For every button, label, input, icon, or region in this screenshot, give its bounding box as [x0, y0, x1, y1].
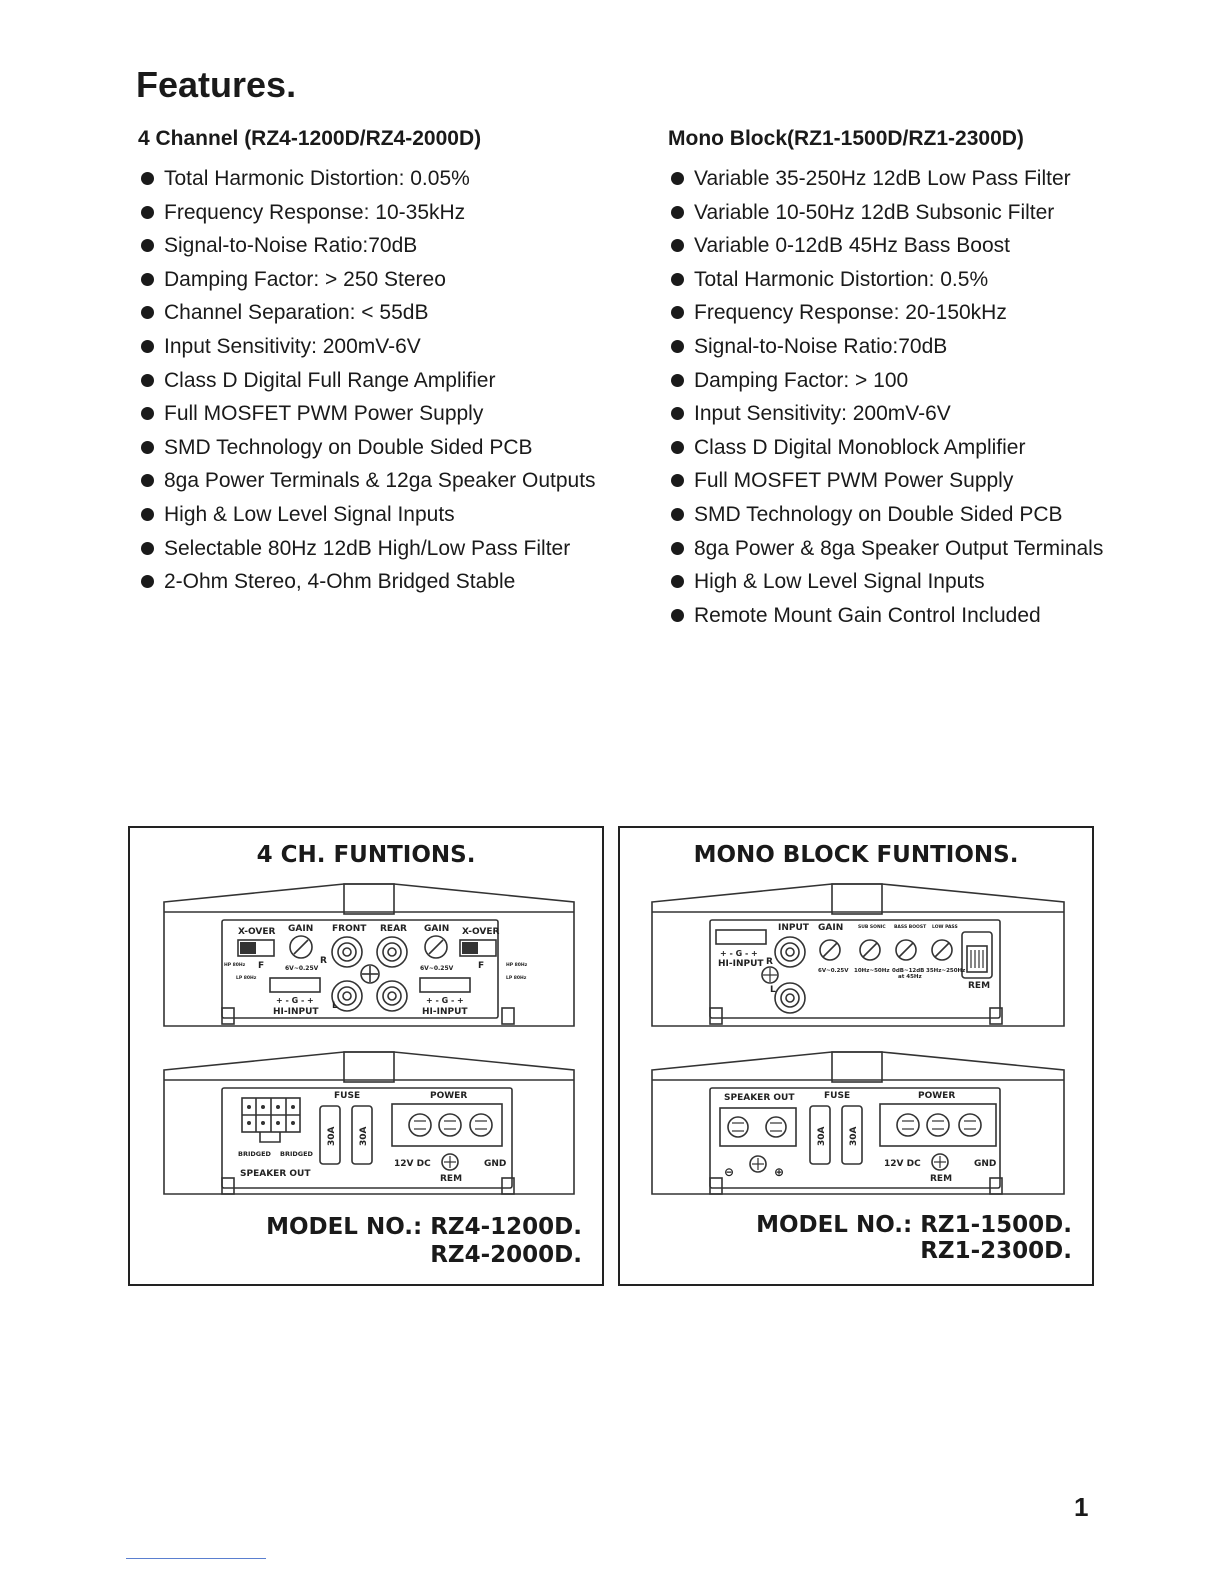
hi-input-right	[420, 978, 470, 992]
diagram-label: BRIDGED	[280, 1150, 313, 1158]
feature-text: Full MOSFET PWM Power Supply	[164, 402, 484, 426]
diagram-label: 12V DC	[884, 1159, 921, 1169]
feature-item	[138, 464, 608, 498]
feature-text: SMD Technology on Double Sided PCB	[694, 502, 1063, 526]
diagram-label: REAR	[380, 924, 407, 934]
feature-text: Variable 35-250Hz 12dB Low Pass Filter	[694, 167, 1071, 190]
features-4ch-heading: 4 Channel (RZ4-1200D/RZ4-2000D)	[138, 127, 482, 150]
model-4ch-line2: RZ4-2000D.	[430, 1242, 582, 1268]
feature-text: Input Sensitivity: 200mV-6V	[694, 402, 951, 426]
diagram-label: L	[332, 1001, 338, 1011]
feature-item	[138, 330, 608, 364]
amp-mono-top-body	[652, 884, 1064, 1026]
feature-text: 8ga Power Terminals & 12ga Speaker Outputs	[164, 469, 596, 493]
bullet-icon	[671, 239, 684, 252]
amp-mono-bottom-body	[652, 1052, 1064, 1194]
feature-text: 2-Ohm Stereo, 4-Ohm Bridged Stable	[164, 570, 516, 594]
rca-mono-r	[775, 937, 805, 967]
bullet-icon	[671, 340, 684, 353]
feature-item	[138, 196, 608, 230]
diagram-label: SPEAKER OUT	[240, 1169, 311, 1179]
feature-text: Channel Separation: < 55dB	[164, 301, 429, 325]
panel-mono-functions	[618, 826, 1094, 1286]
bullet-icon	[671, 474, 684, 487]
diagram-label: BRIDGED	[238, 1150, 271, 1158]
feature-item	[138, 565, 608, 599]
bullet-icon	[671, 407, 684, 420]
hi-input-left	[270, 978, 320, 992]
amp-4ch-top-body	[164, 884, 574, 1026]
diagram-label: FRONT	[332, 924, 367, 934]
feature-item	[138, 296, 608, 330]
diagram-label: + - G - +	[276, 996, 314, 1005]
page-title: Features.	[136, 64, 297, 105]
diagram-label: ⊕	[774, 1165, 785, 1179]
diagram-label: LOW PASS	[932, 925, 958, 930]
diagram-label: GND	[484, 1159, 507, 1169]
bullet-icon	[141, 306, 154, 319]
diagram-label: INPUT	[778, 923, 809, 933]
page-number: 1	[1074, 1492, 1089, 1522]
feature-item	[668, 229, 1148, 263]
diagram-label: BASS BOOST	[894, 925, 927, 930]
diagram-label: LP 80Hz	[506, 976, 527, 981]
feature-text: Total Harmonic Distortion: 0.05%	[164, 167, 470, 190]
feature-item	[138, 263, 608, 297]
bullet-icon	[671, 508, 684, 521]
bullet-icon	[141, 508, 154, 521]
feature-item	[138, 364, 608, 398]
bullet-icon	[141, 206, 154, 219]
feature-item	[668, 296, 1148, 330]
feature-text: Damping Factor: > 250 Stereo	[164, 267, 446, 291]
diagram-label: POWER	[430, 1091, 468, 1101]
model-4ch-line1: MODEL NO.: RZ4-1200D.	[266, 1214, 582, 1240]
diagram-label: REM	[968, 981, 991, 991]
bullet-icon	[141, 474, 154, 487]
bullet-icon	[141, 273, 154, 286]
diagram-label: HP 80Hz	[506, 963, 528, 968]
diagram-label: 0dB~12dB	[892, 968, 925, 974]
diagram-label: 6V~0.25V	[420, 965, 454, 972]
diagram-label: 10Hz~50Hz	[854, 968, 890, 974]
diagram-label: X-OVER	[462, 927, 500, 937]
rca-rear-r	[377, 937, 407, 967]
feature-text: Damping Factor: > 100	[694, 368, 909, 392]
feature-text: Full MOSFET PWM Power Supply	[694, 469, 1014, 493]
features-mono-list	[668, 162, 1148, 632]
diagram-label: at 45Hz	[898, 974, 922, 980]
diagram-label: R	[766, 957, 773, 967]
hi-input-mono	[716, 930, 766, 944]
feature-item	[668, 464, 1148, 498]
bullet-icon	[671, 306, 684, 319]
feature-text: Signal-to-Noise Ratio:70dB	[694, 334, 948, 358]
bullet-icon	[671, 542, 684, 555]
bullet-icon	[671, 575, 684, 588]
diagram-label: 30A	[327, 1126, 337, 1146]
rca-rear-l	[377, 981, 407, 1011]
feature-item	[138, 397, 608, 431]
feature-text: 8ga Power & 8ga Speaker Output Terminals	[694, 536, 1104, 560]
diagram-label: GND	[974, 1159, 997, 1169]
feature-text: Variable 0-12dB 45Hz Bass Boost	[694, 234, 1010, 258]
bullet-icon	[141, 172, 154, 185]
feature-item	[138, 498, 608, 532]
diagram-label: + - G - +	[720, 949, 758, 958]
feature-item	[668, 532, 1148, 566]
diagram-label: X-OVER	[238, 927, 276, 937]
feature-text: Signal-to-Noise Ratio:70dB	[164, 234, 418, 258]
feature-item	[138, 229, 608, 263]
feature-text: SMD Technology on Double Sided PCB	[164, 435, 533, 459]
diagram-label: 30A	[849, 1126, 859, 1146]
diagram-label: GAIN	[288, 924, 314, 934]
feature-text: Remote Mount Gain Control Included	[694, 603, 1041, 627]
rca-front-r	[332, 937, 362, 967]
feature-item	[668, 330, 1148, 364]
model-mono-line2: RZ1-2300D.	[920, 1238, 1072, 1264]
panel-mono-title: MONO BLOCK FUNTIONS.	[693, 842, 1019, 868]
diagram-label: GAIN	[818, 923, 844, 933]
diagram-label: ⊖	[724, 1165, 735, 1179]
bullet-icon	[671, 441, 684, 454]
model-mono-line1: MODEL NO.: RZ1-1500D.	[756, 1212, 1072, 1238]
diagram-label: HI-INPUT	[422, 1007, 468, 1017]
panel-4ch-functions	[128, 826, 604, 1286]
feature-item	[668, 431, 1148, 465]
diagram-label: HI-INPUT	[718, 959, 764, 969]
diagram-label: SUB SONIC	[858, 925, 886, 930]
feature-item	[668, 364, 1148, 398]
diagram-label: 6V~0.25V	[285, 965, 319, 972]
features-4ch-list	[138, 162, 608, 599]
diagram-label: 30A	[817, 1126, 827, 1146]
diagram-label: SPEAKER OUT	[724, 1093, 795, 1103]
bullet-icon	[141, 340, 154, 353]
feature-text: High & Low Level Signal Inputs	[164, 502, 455, 526]
diagram-label: LP 80Hz	[236, 976, 257, 981]
feature-item	[668, 565, 1148, 599]
bullet-icon	[671, 206, 684, 219]
bullet-icon	[671, 609, 684, 622]
feature-text: Frequency Response: 10-35kHz	[164, 200, 466, 224]
bullet-icon	[141, 374, 154, 387]
feature-item	[138, 532, 608, 566]
diagram-label: L	[770, 985, 776, 995]
feature-item	[668, 263, 1148, 297]
feature-text: Input Sensitivity: 200mV-6V	[164, 334, 421, 358]
diagram-label: REM	[440, 1174, 463, 1184]
feature-item	[668, 196, 1148, 230]
rca-mono-l	[775, 983, 805, 1013]
features-4ch-column	[138, 124, 608, 599]
feature-text: Total Harmonic Distortion: 0.5%	[694, 267, 989, 291]
diagram-label: REM	[930, 1174, 953, 1184]
feature-text: Class D Digital Monoblock Amplifier	[694, 435, 1026, 459]
bullet-icon	[141, 407, 154, 420]
diagram-label: 6V~0.25V	[818, 968, 849, 974]
feature-item	[668, 397, 1148, 431]
bullet-icon	[141, 542, 154, 555]
diagram-label: F	[478, 961, 485, 971]
diagram-label: F	[258, 961, 265, 971]
bullet-icon	[671, 172, 684, 185]
diagram-label: R	[320, 956, 327, 966]
diagram-label: FUSE	[334, 1091, 361, 1101]
features-mono-column	[668, 124, 1148, 632]
feature-text: Selectable 80Hz 12dB High/Low Pass Filter	[164, 536, 571, 560]
speaker-out-mono-block	[720, 1108, 796, 1146]
bullet-icon	[671, 273, 684, 286]
features-mono-heading: Mono Block(RZ1-1500D/RZ1-2300D)	[668, 127, 1024, 150]
diagram-label: 30A	[359, 1126, 369, 1146]
diagram-label: 12V DC	[394, 1159, 431, 1169]
feature-text: Class D Digital Full Range Amplifier	[164, 368, 496, 392]
feature-item	[138, 431, 608, 465]
diagram-label: 35Hz~250Hz	[926, 968, 966, 974]
bullet-icon	[141, 239, 154, 252]
feature-item	[668, 162, 1148, 196]
bullet-icon	[141, 575, 154, 588]
diagram-label: FUSE	[824, 1091, 851, 1101]
feature-item	[138, 162, 608, 196]
diagram-label: HP 80Hz	[224, 963, 246, 968]
feature-text: High & Low Level Signal Inputs	[694, 570, 985, 594]
footer-rule	[126, 1558, 266, 1559]
feature-text: Frequency Response: 20-150kHz	[694, 301, 1007, 325]
diagram-label: POWER	[918, 1091, 956, 1101]
diagram-label: GAIN	[424, 924, 450, 934]
panel-4ch-title: 4 CH. FUNTIONS.	[256, 842, 476, 868]
feature-text: Variable 10-50Hz 12dB Subsonic Filter	[694, 200, 1055, 224]
bullet-icon	[141, 441, 154, 454]
diagram-label: HI-INPUT	[273, 1007, 319, 1017]
diagram-label: + - G - +	[426, 996, 464, 1005]
feature-item	[668, 599, 1148, 633]
bullet-icon	[671, 374, 684, 387]
feature-item	[668, 498, 1148, 532]
